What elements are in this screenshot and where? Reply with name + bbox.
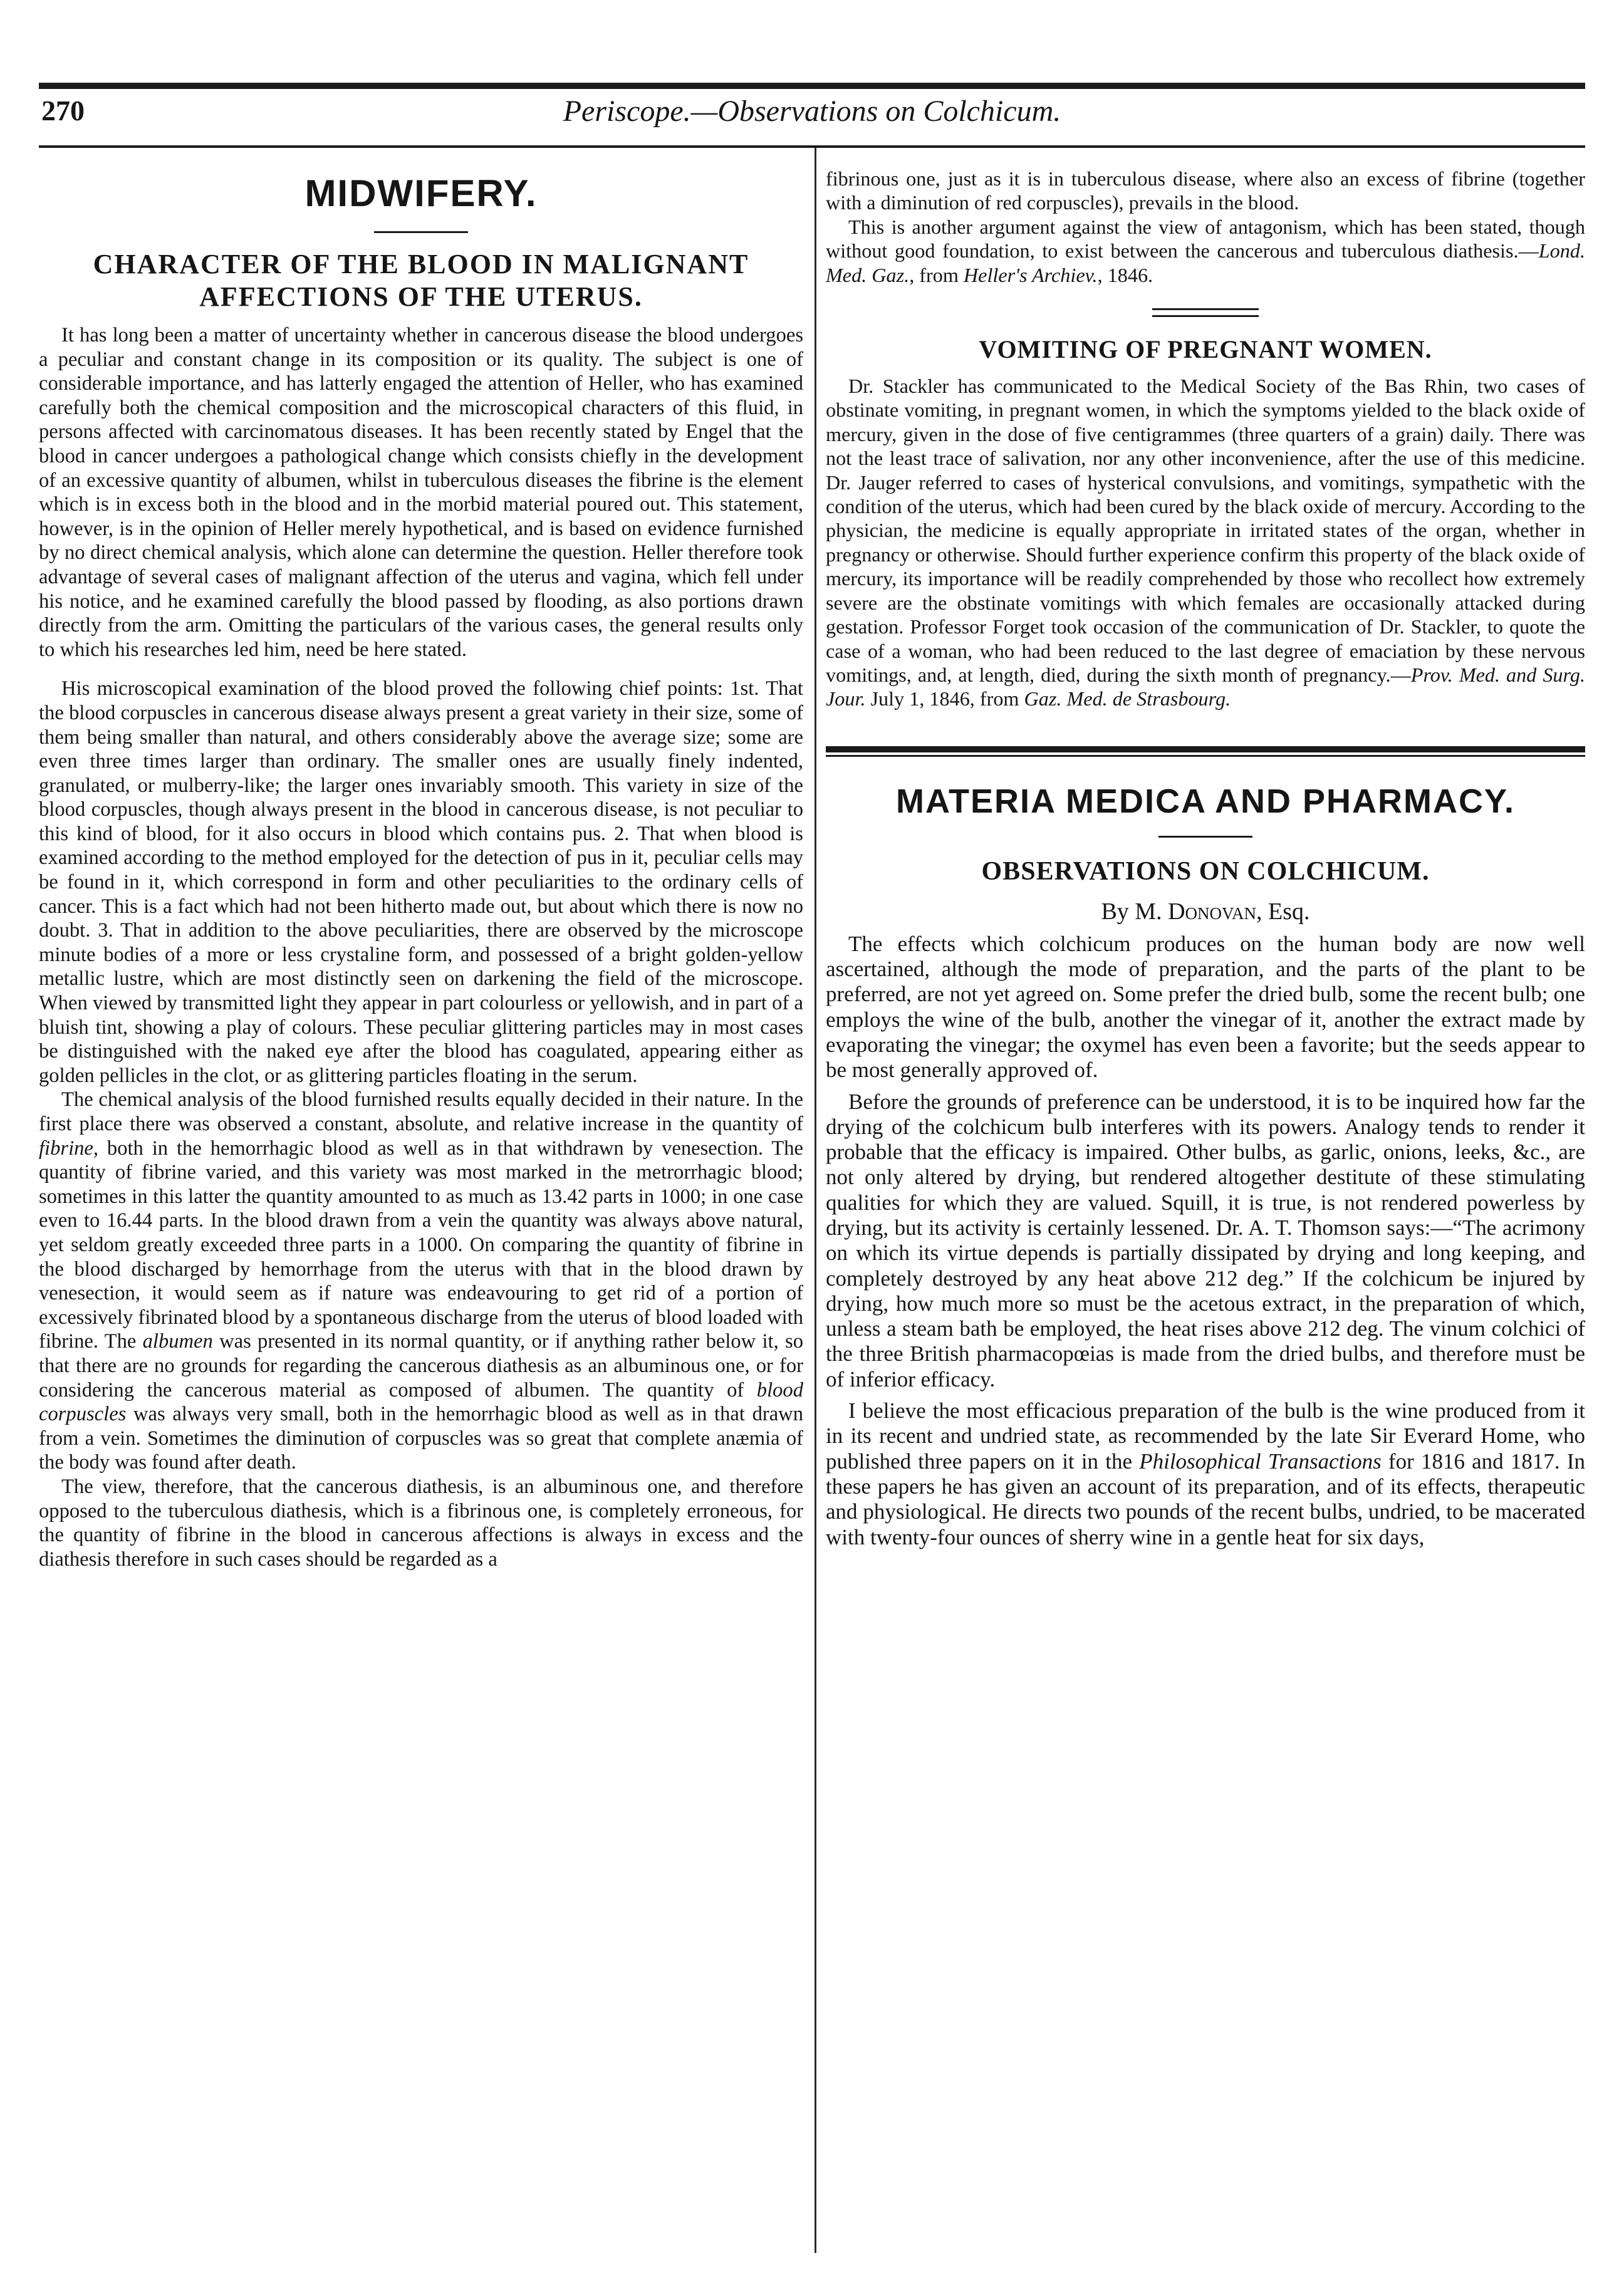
section-rule <box>374 231 468 233</box>
text-run: , from <box>909 263 964 286</box>
text-run: July 1, 1846, from <box>865 687 1024 710</box>
paragraph: It has long been a matter of uncertainty whether in cancerous disease the blood undergoes a peculiar and constant change in its composition or its quality. The subject is one of considerable importance, and has latterly engaged the attention of Heller, who has examined carefully both the chemical composition and the microscopical characters of this fluid, in persons affected with carcinomatous diseases. It has been recently stated by Engel that the blood in cancer undergoes a pathological change which consists chiefly in the development of an excessive quantity of albumen, whilst in tuberculous diseases the fibrine is the element which is in excess both in the blood and in the morbid material poured out. This statement, however, is in the opinion of Heller merely hypothetical, and is based on evidence furnished by no direct chemical analysis, which alone can determine the question. Heller therefore took advantage of several cases of malignant affection of the uterus and vagina, which fell under his notice, and he examined carefully the blood passed by flooding, as also portions drawn directly from the arm. Omitting the particulars of the various cases, the general results only to which his researches led him, need be here stated. <box>39 324 803 661</box>
journal-name: Philosophical Transactions <box>1139 1449 1382 1474</box>
text-run: was presented in its normal quantity, or if anything rather below it, so that there are no grounds for regarding the cancerous diathesis as an albuminous one, or for considering the cancerous material as composed of albumen. The quantity of <box>39 1330 803 1402</box>
head-rule <box>39 145 1585 148</box>
byline-prefix: By M. <box>1101 898 1169 925</box>
citation: Lond. Med. Gaz. <box>826 239 1585 286</box>
text-run: The chemical analysis of the blood furnished results equally decided in their nature. In the first place there was observed a constant, absolute, and relative increase in the quantity of <box>39 1088 803 1135</box>
text-run: I believe the most efficacious preparation of the bulb is the wine produced from it in its recent and undried state, as recommended by the late Sir Everard Home, who published three papers on it in the <box>826 1398 1585 1474</box>
text-run: for 1816 and 1817. In these papers he has given an account of its preparation, and of its effects, therapeutic and physiological. He directs two pounds of the recent bulbs, undried, to be macerated with twenty-four ounces of sherry wine in a gentle heat for six days, <box>826 1449 1585 1549</box>
byline <box>826 898 1585 925</box>
paragraph: Before the grounds of preference can be understood, it is to be inquired how far the drying of the colchicum bulb interferes with its powers. Analogy tends to render it probable that the efficacy is impaired. Other bulbs, as garlic, onions, leeks, &c., are not only altered by drying, but rendered altogether destitute of these stimulating qualities for which they are valued. Squill, it is true, is not rendered powerless by drying, but its activity is certainly lessened. Dr. A. T. Thomson says:—“The acrimony on which its virtue depends is partially dissipated by drying and long keeping, and completely destroyed by any heat above 212 deg.” If the colchicum be injured by drying, how much more so must be the acetous extract, in the preparation of which, unless a steam bath be employed, the heat rises above 212 deg. The vinum colchici of the three British pharmacopœias is made from the dried bulbs, and therefore must be of inferior efficacy. <box>826 1089 1585 1391</box>
top-rule <box>39 83 1585 89</box>
section-heading-materia-medica: MATERIA MEDICA AND PHARMACY. <box>896 782 1515 820</box>
citation: Gaz. Med. de Strasbourg. <box>1024 687 1231 710</box>
double-rule <box>1152 308 1259 317</box>
paragraph: fibrinous one, just as it is in tuberculous disease, where also an excess of fibrine (together with a diminution of red corpuscles), prevails in the blood. <box>826 167 1585 214</box>
citation: Prov. Med. and Surg. Jour. <box>826 663 1585 710</box>
right-column <box>826 150 1585 2255</box>
column-divider <box>815 148 816 2253</box>
thin-rule <box>826 755 1585 757</box>
section-rule <box>1158 836 1252 838</box>
running-title: Periscope.—Observations on Colchicum. <box>563 95 1061 128</box>
running-head <box>39 94 1585 135</box>
article-title-colchicum: OBSERVATIONS ON COLCHICUM. <box>981 856 1430 886</box>
article-title-line2: AFFECTIONS OF THE UTERUS. <box>199 281 643 312</box>
text-run: Dr. Stackler has communicated to the Medical Society of the Bas Rhin, two cases of obstinate vomiting, in pregnant women, in which the symptoms yielded to the black oxide of mercury, given in the dose of five centigrammes (three quarters of a grain) daily. There was not the least trace of salivation, nor any other inconvenience, after the use of this medicine. Dr. Jauger referred to cases of hysterical convulsions, and vomitings, sympathetic with the condition of the uterus, which had been cured by the black oxide of mercury. According to the physician, the medicine is equally appropriate in irritated states of the organ, whether in pregnancy or otherwise. Should further experience confirm this property of the black oxide of mercury, its importance will be readily comprehended by those who recollect how extremely severe are the obstinate vomitings with which females are occasionally attacked during gestation. Professor Forget took occasion of the communication of Dr. Stackler, to quote the case of a woman, who had been reduced to the last degree of emaciation by these nervous vomitings, and, at length, died, during the sixth month of pregnancy.— <box>826 375 1585 686</box>
author-name: Donovan <box>1168 898 1257 925</box>
paragraph <box>826 374 1585 711</box>
article-title-blood <box>39 248 803 313</box>
paragraph: The effects which colchicum produces on the human body are now well ascertained, although the mode of preparation, and the parts of the plant to be preferred, are not yet agreed on. Some prefer the dried bulb, some the recent bulb; one employs the wine of the bulb, another the vinegar of it, another the extract made by evaporating the vinegar; the oxymel has even been a favorite; but the seeds appear to be most generally approved of. <box>826 931 1585 1083</box>
thick-rule <box>826 746 1585 752</box>
text-run: This is another argument against the view of antagonism, which has been stated, though without good foundation, to exist between the cancerous and tuberculous diathesis.— <box>826 215 1585 263</box>
paragraph <box>826 1398 1585 1550</box>
paragraph <box>39 1088 803 1475</box>
italic-term: albumen <box>142 1330 213 1353</box>
text-run: , both in the hemorrhagic blood as well as in that withdrawn by venesection. The quantity of fibrine varied, and this variety was most marked in the metrorrhagic blood; sometimes in this latter the quantity amounted to as much as 13.42 parts in 1000; in one case even to 16.44 parts. In the blood drawn from a vein the quantity was always above natural, yet seldom greatly exceeded three parts in a 1000. On comparing the quantity of fibrine in the blood discharged by hemorrhage from the uterus with that in the blood drawn by venesection, it would seem as if nature was endeavouring to get rid of a portion of excessively fibrinated blood by a spontaneous discharge from the uterus of blood loaded with fibrine. The <box>39 1136 803 1353</box>
article-title-line1: CHARACTER OF THE BLOOD IN MALIGNANT <box>93 249 749 279</box>
paragraph: The view, therefore, that the cancerous diathesis, is an albuminous one, and therefore opposed to the tuberculous diathesis, which is a fibrinous one, is completely erroneous, for the quantity of fibrine in the blood in cancerous affections is always in excess and the diathesis therefore in such cases should be regarded as a <box>39 1475 803 1571</box>
byline-suffix: , Esq. <box>1256 898 1310 925</box>
italic-term: fibrine <box>39 1136 93 1160</box>
text-run: , 1846. <box>1097 263 1153 286</box>
paragraph <box>826 215 1585 287</box>
left-column <box>39 150 803 2255</box>
citation: Heller's Archiev. <box>963 263 1098 286</box>
paragraph: His microscopical examination of the blood proved the following chief points: 1st. That the blood corpuscles in cancerous disease always present a great variety in their size, some of them being smaller than natural, and others considerably above the average size; some are even three times larger than ordinary. The smaller ones are usually finely indented, granulated, or mulberry-like; the larger ones invariably smooth. This variety in size of the blood corpuscles, though always present in the blood in cancerous disease, is not peculiar to this kind of blood, for it also occurs in blood which contains pus. 2. That when blood is examined according to the method employed for the detection of pus in it, peculiar cells may be found in it, which correspond in form and other peculiarities to the ordinary cells of cancer. This is a fact which had not been hitherto made out, but about which there is now no doubt. 3. That in addition to the above peculiarities, there are observed by the microscope minute bodies of a more or less crystaline form, and possessed of a bright golden-yellow metallic lustre, which are most distinctly seen on darkening the field of the microscope. When viewed by transmitted light they appear in part colourless or yellowish, and in part of a bluish tint, showing a play of colours. These peculiar glittering particles may in most cases be distinguished with the naked eye after the blood has coagulated, appearing either as golden pellicles in the clot, or as glittering particles floating in the serum. <box>39 677 803 1087</box>
article-title-vomiting: VOMITING OF PREGNANT WOMEN. <box>979 335 1432 364</box>
italic-term: blood corpuscles <box>39 1378 803 1426</box>
text-run: was always very small, both in the hemorrhagic blood as well as in that drawn from a vein. Sometimes the diminution of corpuscles was so great that complete anæmia of the body was found after death. <box>39 1403 803 1474</box>
section-heading-midwifery: MIDWIFERY. <box>304 172 538 214</box>
page-number: 270 <box>41 95 85 127</box>
